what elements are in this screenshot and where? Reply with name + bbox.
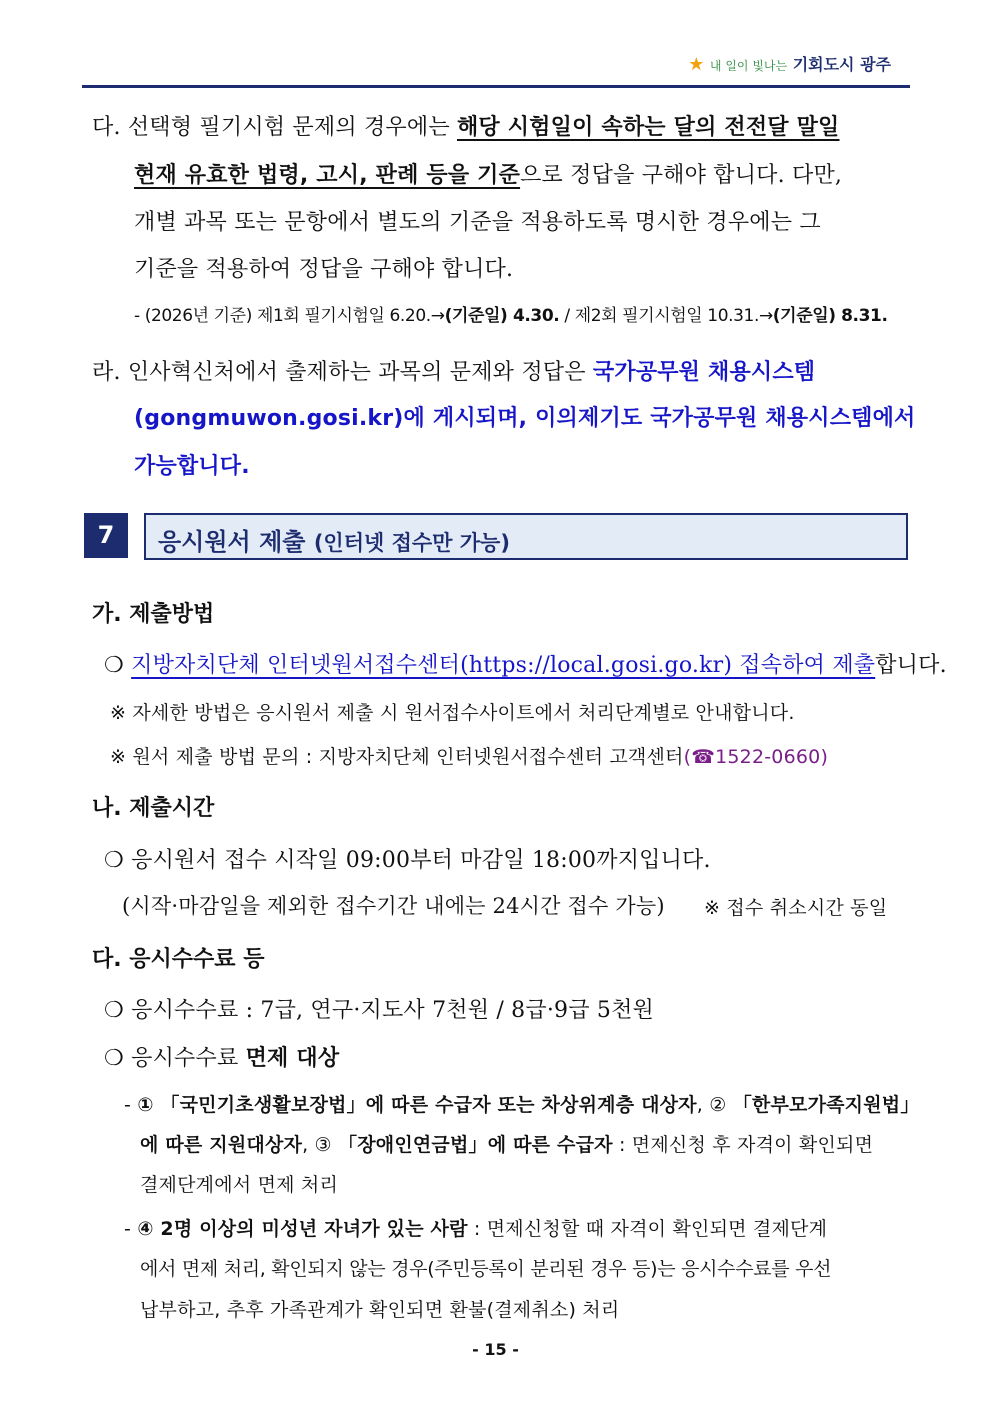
emphasis-text: 현재 유효한 법령, 고시, 판례 등을 기준 [134,163,521,188]
exam-date-note [134,301,888,326]
section-title-sub: (인터넷 접수만 가능) [313,531,510,555]
dash: - [124,1218,132,1240]
text: 으로 정답을 구해야 합니다. 다만, [520,163,843,188]
exemption-item2-line3: 납부하고, 추후 가족관계가 확인되면 환불(결제취소) 처리 [140,1299,620,1321]
text: 인사혁신처에서 출제하는 과목의 문제와 정답은 [127,360,593,385]
para-marker: 라. [92,360,121,385]
emphasis-text: ④ 2명 이상의 미성년 자녀가 있는 사람 [137,1218,468,1240]
para-ra-line1 [92,355,815,386]
text: 합니다. [875,653,947,678]
fee-line1 [104,993,654,1024]
text: , ② [696,1094,733,1116]
text: 제2회 필기시험일 10.31.→ [574,306,773,326]
text: , ③ [302,1134,339,1156]
bullet-icon: ❍ [104,848,124,873]
text: 응시수수료 : 7급, 연구·지도사 7천원 / 8급·9급 5천원 [131,998,654,1023]
na-line2-note: ※ 접수 취소시간 동일 [704,897,888,919]
dash: - [124,1094,132,1116]
star-icon: ★ [688,54,705,75]
exemption-item1-line3: 결제단계에서 면제 처리 [140,1174,339,1196]
para-da-line3: 개별 과목 또는 문항에서 별도의 기준을 적용하도록 명시한 경우에는 그 [134,210,821,235]
text: / [559,306,575,326]
text: ※ 원서 제출 방법 문의 : 지방자치단체 인터넷원서접수센터 고객센터 [110,746,684,768]
text: 응시수수료 [131,1046,246,1071]
para-da-line2 [134,158,842,189]
heading-submission-method: 가. 제출방법 [92,602,215,627]
text: : 면제신청 후 자격이 확인되면 [612,1134,874,1156]
ga-note2 [110,742,828,769]
emphasis-text: 「장애인연금법」에 따른 수급자 [338,1134,613,1156]
para-ra-line2: (gongmuwon.gosi.kr)에 게시되며, 이의제기도 국가공무원 채용시스템에서 [134,406,916,431]
emphasis-text: ① 「국민기초생활보장법」에 따른 수급자 또는 차상위계층 대상자 [137,1094,697,1116]
online-application-link[interactable]: 지방자치단체 인터넷원서접수센터(https://local.gosi.go.kr) 접속하여 제출 [131,653,876,678]
na-line1 [104,843,711,874]
bullet-icon: ❍ [104,653,124,678]
emphasis-text: 해당 시험일이 속하는 달의 전전달 말일 [456,115,840,140]
para-marker: 다. [92,115,121,140]
para-da-line4: 기준을 적용하여 정답을 구해야 합니다. [134,257,514,282]
heading-exam-fee: 다. 응시수수료 등 [92,947,265,972]
text: 선택형 필기시험 문제의 경우에는 [127,115,457,140]
page-number: - 15 - [472,1340,519,1359]
text: : 면제신청할 때 자격이 확인되면 결제단계 [467,1218,828,1240]
section-number: 7 [84,513,128,558]
heading-submission-time: 나. 제출시간 [92,796,215,821]
emphasis-text: 에 따른 지원대상자 [140,1134,303,1156]
exemption-item2-line1 [124,1214,827,1241]
na-line2: (시작·마감일을 제외한 접수기간 내에는 24시간 접수 가능) [122,894,665,918]
para-da-line1 [92,110,840,141]
fee-line2 [104,1041,339,1072]
emphasis-text: 면제 대상 [245,1046,340,1071]
exemption-item2-line2: 에서 면제 처리, 확인되지 않는 경우(주민등록이 분리된 경우 등)는 응시수수료를 우선 [140,1258,832,1280]
section-title [158,522,510,557]
text: 응시원서 접수 시작일 09:00부터 마감일 18:00까지입니다. [131,848,711,873]
text: - (2026년 기준) 제1회 필기시험일 6.20.→ [134,306,445,326]
bullet-icon: ❍ [104,1046,124,1071]
header-rule [82,85,910,88]
para-ra-line3: 가능합니다. [134,454,250,479]
phone-number: (☎1522-0660) [683,746,829,768]
ga-line1 [104,648,947,679]
emphasis-text: (기준일) 4.30. [444,306,560,326]
emphasis-text: 「한부모가족지원법」 [732,1094,920,1116]
exemption-item1-line2 [140,1130,873,1157]
emphasis-text: 국가공무원 채용시스템 [592,360,816,385]
ga-note1: ※ 자세한 방법은 응시원서 제출 시 원서접수사이트에서 처리단계별로 안내합니다. [110,702,795,724]
section-title-box [144,513,908,560]
header-logo [688,52,891,75]
bullet-icon: ❍ [104,998,124,1023]
logo-title: 기회도시 광주 [792,55,891,74]
emphasis-text: (기준일) 8.31. [772,306,888,326]
logo-tagline: 내 일이 빛나는 [709,59,788,73]
section-title-main: 응시원서 제출 [158,528,314,556]
exemption-item1-line1 [124,1090,920,1117]
